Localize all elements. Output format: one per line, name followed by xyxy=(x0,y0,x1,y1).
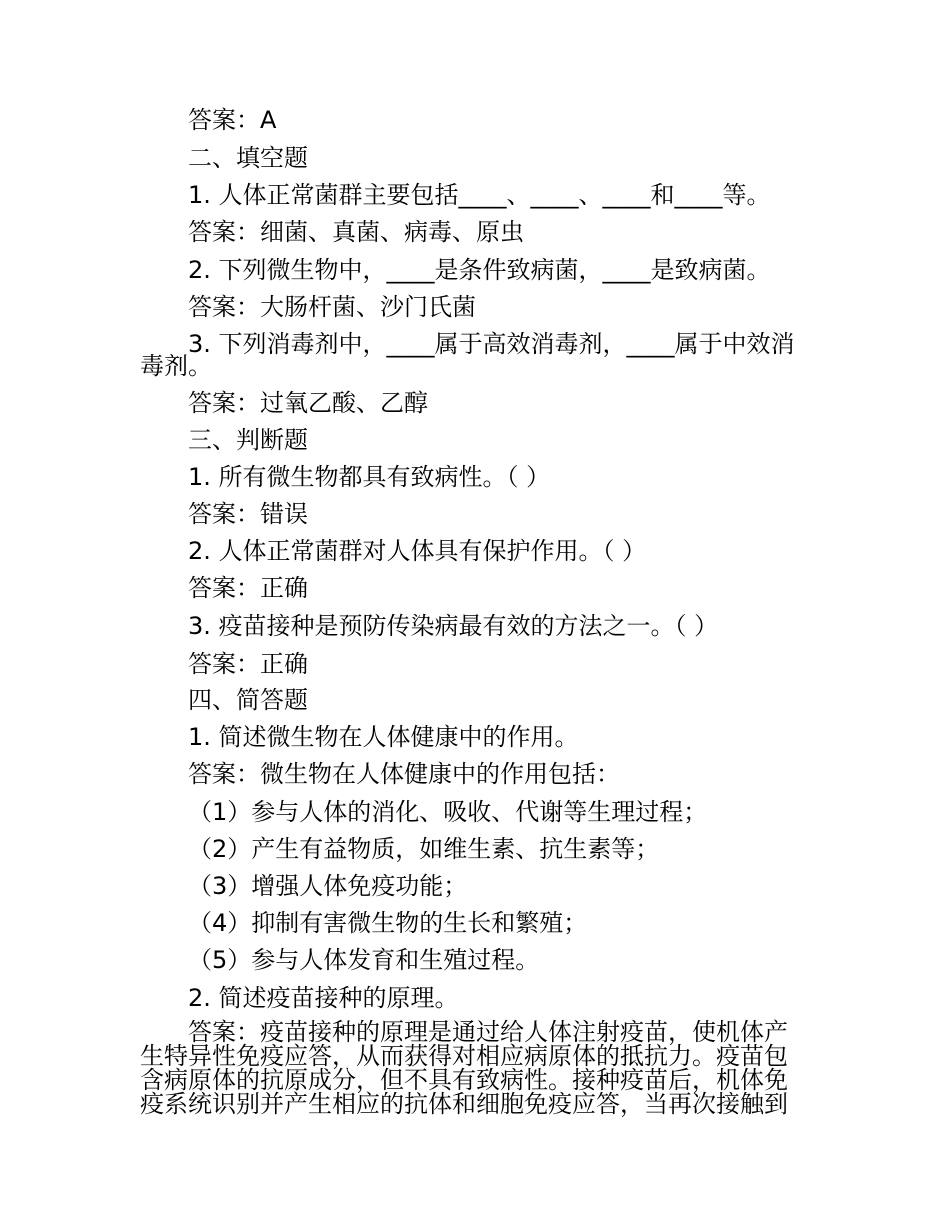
question-line: 3. 下列消毒剂中，____属于高效消毒剂，____属于中效消 xyxy=(188,330,795,358)
section-heading: 二、填空题 xyxy=(188,144,308,172)
list-item: （1）参与人体的消化、吸收、代谢等生理过程； xyxy=(188,798,708,826)
answer-paragraph-line: 疫系统识别并产生相应的抗体和细胞免疫应答，当再次接触到 xyxy=(140,1090,788,1118)
list-item: （4）抑制有害微生物的生长和繁殖； xyxy=(188,909,588,937)
answer-paragraph-line: 生特异性免疫应答，从而获得对相应病原体的抵抗力。疫苗包 xyxy=(140,1042,788,1070)
question-line: 1. 人体正常菌群主要包括____、____、____和____等。 xyxy=(188,181,771,209)
question-line: 3. 疫苗接种是预防传染病最有效的方法之一。（ ） xyxy=(188,612,719,640)
question-line: 1. 所有微生物都具有致病性。（ ） xyxy=(188,463,551,491)
answer-line: 答案：大肠杆菌、沙门氏菌 xyxy=(188,293,476,321)
question-line: 1. 简述微生物在人体健康中的作用。 xyxy=(188,723,579,751)
answer-line: 答案：过氧乙酸、乙醇 xyxy=(188,389,428,417)
answer-line: 答案：正确 xyxy=(188,574,308,602)
answer-line: 答案：微生物在人体健康中的作用包括： xyxy=(188,760,620,788)
section-heading: 四、简答题 xyxy=(188,686,308,714)
section-heading: 三、判断题 xyxy=(188,426,308,454)
question-line: 2. 下列微生物中，____是条件致病菌，____是致病菌。 xyxy=(188,256,771,284)
list-item: （2）产生有益物质，如维生素、抗生素等； xyxy=(188,835,660,863)
answer-line: 答案：A xyxy=(188,106,277,134)
answer-paragraph-line: 答案：疫苗接种的原理是通过给人体注射疫苗，使机体产 xyxy=(188,1018,788,1046)
answer-line: 答案：错误 xyxy=(188,500,308,528)
list-item: （5）参与人体发育和生殖过程。 xyxy=(188,946,540,974)
answer-line: 答案：正确 xyxy=(188,650,308,678)
list-item: （3）增强人体免疫功能； xyxy=(188,872,468,900)
question-line-continued: 毒剂。 xyxy=(140,352,212,380)
answer-paragraph-line: 含病原体的抗原成分，但不具有致病性。接种疫苗后，机体免 xyxy=(140,1066,788,1094)
answer-line: 答案：细菌、真菌、病毒、原虫 xyxy=(188,218,524,246)
question-line: 2. 简述疫苗接种的原理。 xyxy=(188,984,459,1012)
question-line: 2. 人体正常菌群对人体具有保护作用。（ ） xyxy=(188,537,647,565)
